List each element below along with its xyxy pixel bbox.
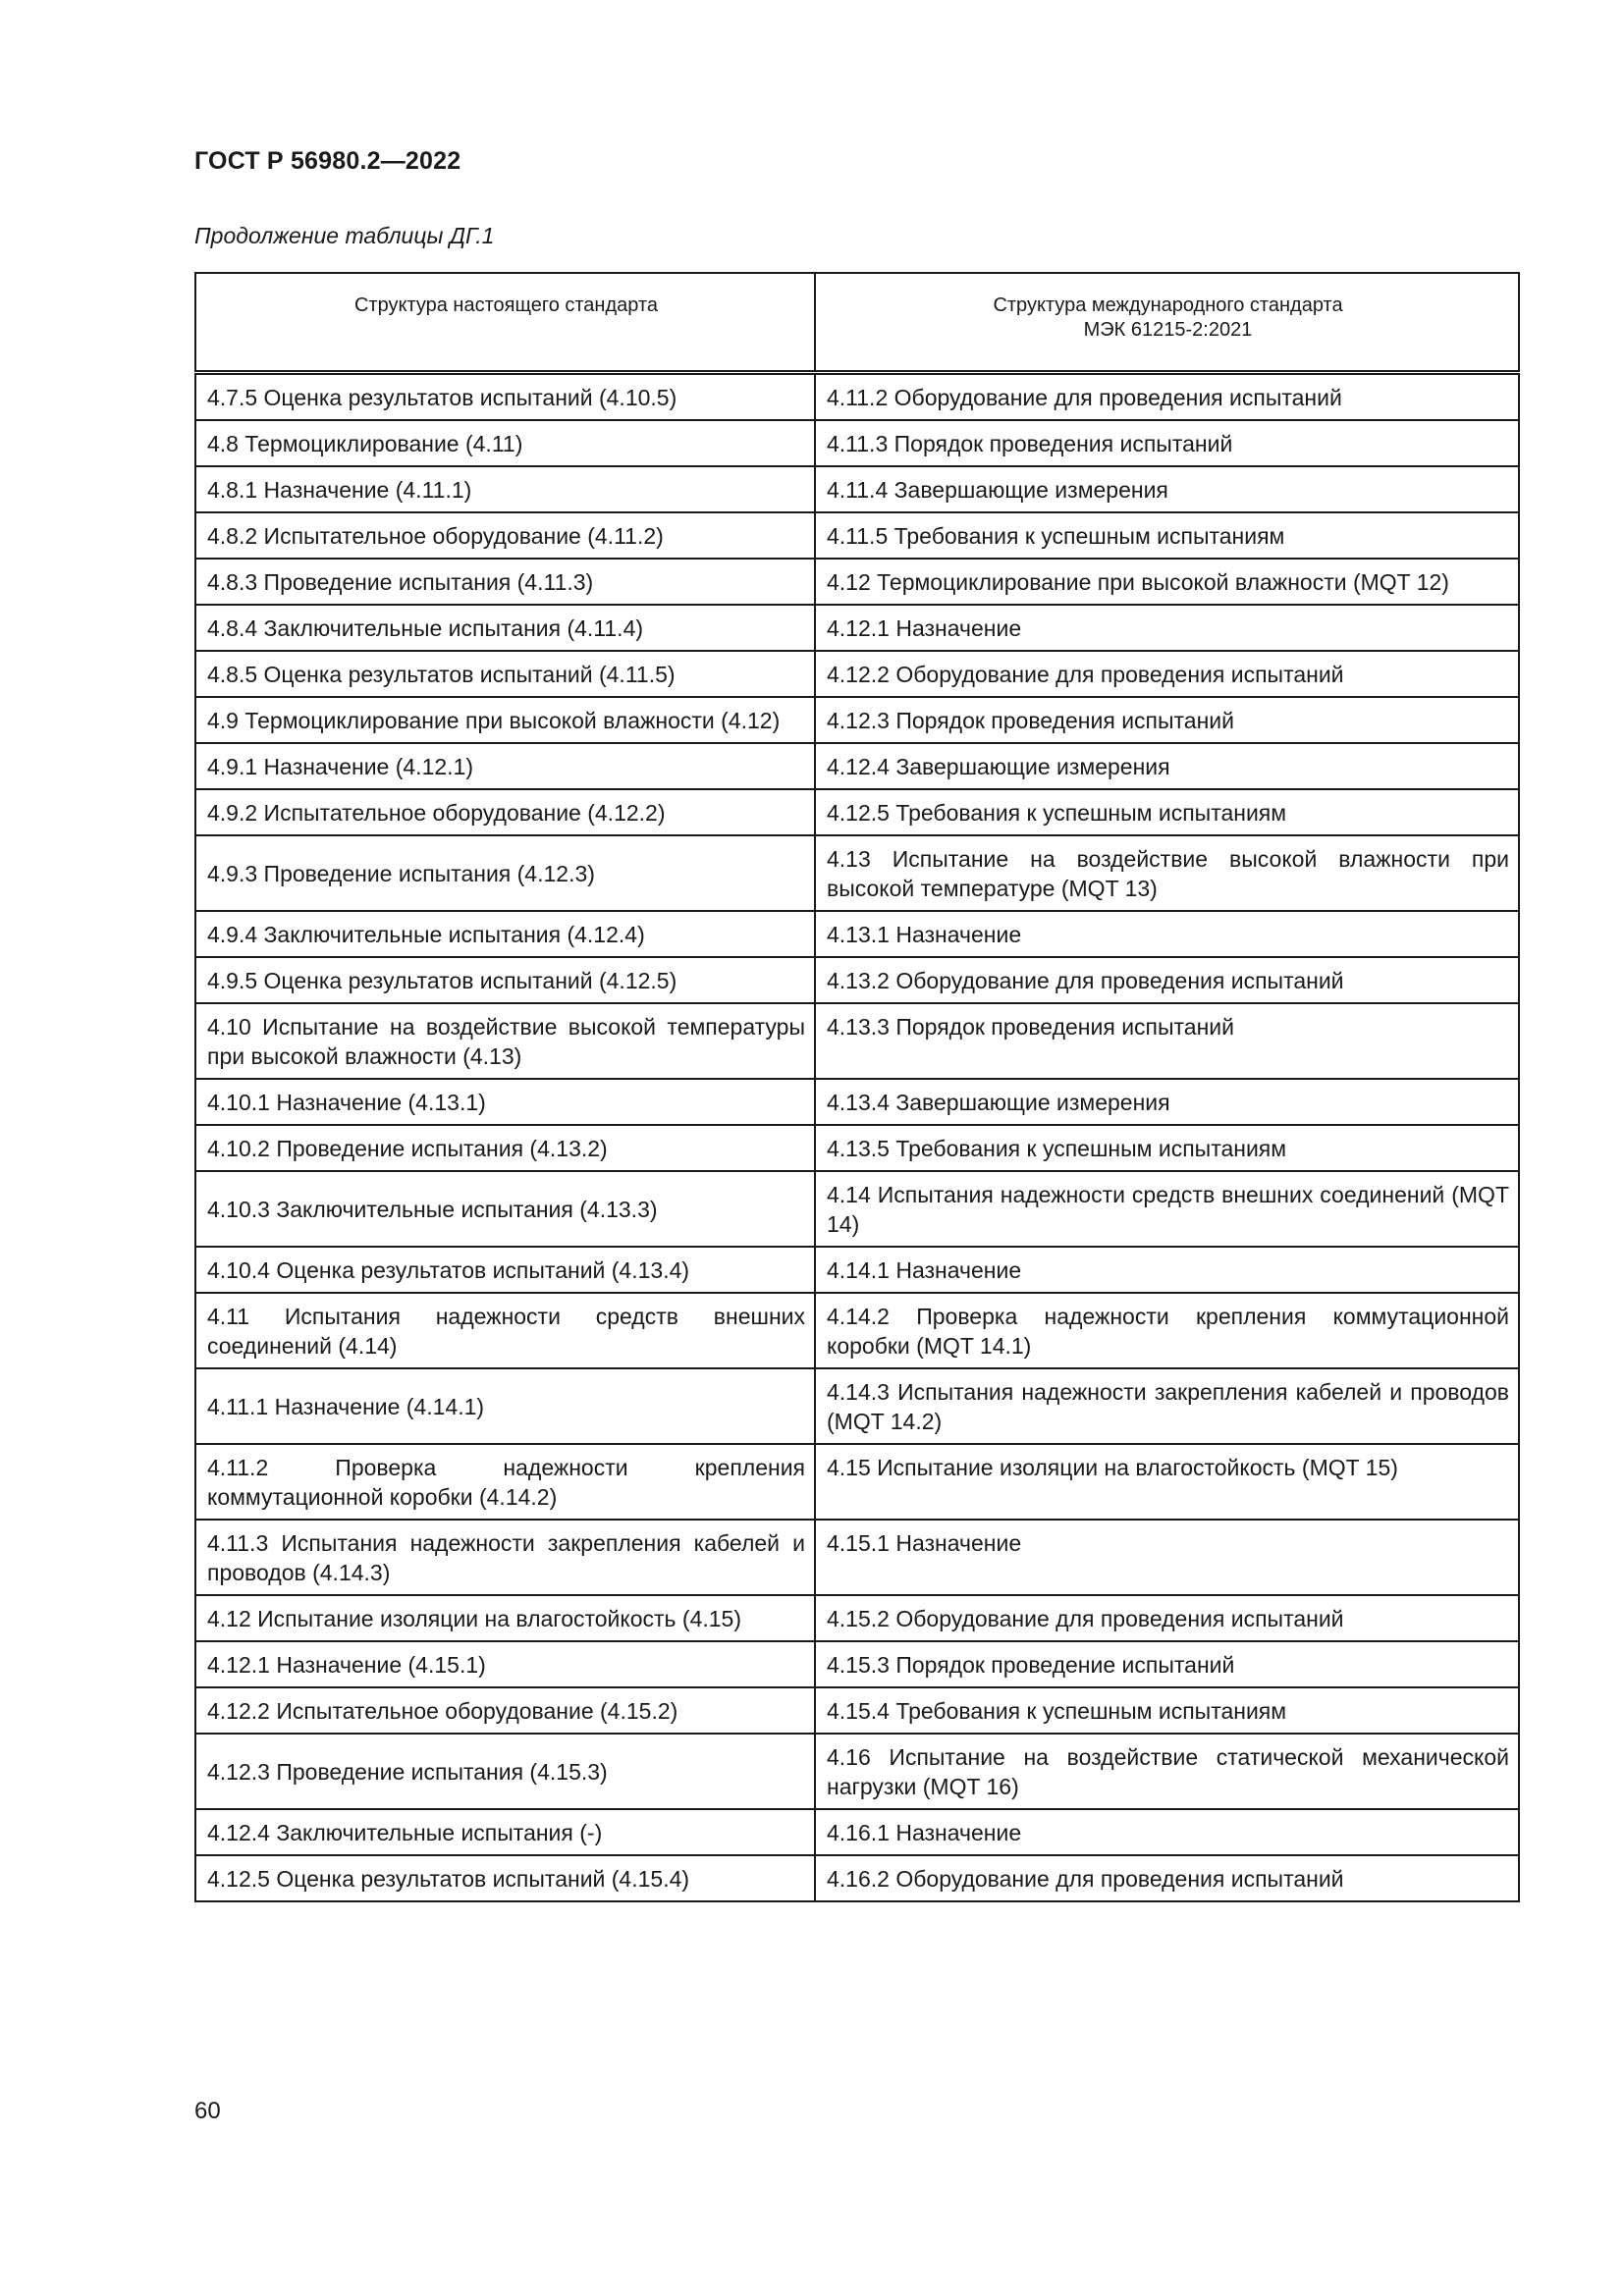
correspondence-table xyxy=(194,272,1520,1902)
international-standard-cell: 4.12.2 Оборудование для проведения испытаний xyxy=(815,651,1519,697)
table-row xyxy=(195,512,1519,559)
current-standard-cell: 4.10.3 Заключительные испытания (4.13.3) xyxy=(195,1171,815,1247)
table-row xyxy=(195,559,1519,605)
table-row xyxy=(195,605,1519,651)
table-row xyxy=(195,911,1519,957)
international-standard-cell: 4.14.2 Проверка надежности крепления коммутационной коробки (MQT 14.1) xyxy=(815,1293,1519,1368)
table-row xyxy=(195,1520,1519,1595)
current-standard-cell: 4.8.4 Заключительные испытания (4.11.4) xyxy=(195,605,815,651)
table-row xyxy=(195,1247,1519,1293)
column-header-line: Структура международного стандарта xyxy=(993,294,1343,316)
table-row xyxy=(195,1444,1519,1520)
column-header-international-standard xyxy=(815,273,1519,373)
current-standard-cell: 4.9 Термоциклирование при высокой влажности (4.12) xyxy=(195,697,815,743)
current-standard-cell: 4.11.2 Проверка надежности крепления коммутационной коробки (4.14.2) xyxy=(195,1444,815,1520)
table-row xyxy=(195,420,1519,466)
table-row xyxy=(195,1687,1519,1734)
international-standard-cell: 4.11.5 Требования к успешным испытаниям xyxy=(815,512,1519,559)
current-standard-cell: 4.11.1 Назначение (4.14.1) xyxy=(195,1368,815,1444)
table-row xyxy=(195,789,1519,835)
current-standard-cell: 4.8.2 Испытательное оборудование (4.11.2) xyxy=(195,512,815,559)
international-standard-cell: 4.14 Испытания надежности средств внешних соединений (MQT 14) xyxy=(815,1171,1519,1247)
international-standard-cell: 4.13.3 Порядок проведения испытаний xyxy=(815,1003,1519,1079)
international-standard-cell: 4.13.1 Назначение xyxy=(815,911,1519,957)
current-standard-cell: 4.9.2 Испытательное оборудование (4.12.2) xyxy=(195,789,815,835)
international-standard-cell: 4.11.3 Порядок проведения испытаний xyxy=(815,420,1519,466)
current-standard-cell: 4.10.2 Проведение испытания (4.13.2) xyxy=(195,1125,815,1171)
international-standard-cell: 4.11.2 Оборудование для проведения испытаний xyxy=(815,373,1519,421)
table-row xyxy=(195,1368,1519,1444)
current-standard-cell: 4.10.1 Назначение (4.13.1) xyxy=(195,1079,815,1125)
current-standard-cell: 4.9.1 Назначение (4.12.1) xyxy=(195,743,815,789)
table-row xyxy=(195,743,1519,789)
international-standard-cell: 4.15.1 Назначение xyxy=(815,1520,1519,1595)
current-standard-cell: 4.8.3 Проведение испытания (4.11.3) xyxy=(195,559,815,605)
international-standard-cell: 4.14.3 Испытания надежности закрепления кабелей и проводов (MQT 14.2) xyxy=(815,1368,1519,1444)
current-standard-cell: 4.8.5 Оценка результатов испытаний (4.11.5) xyxy=(195,651,815,697)
current-standard-cell: 4.12.3 Проведение испытания (4.15.3) xyxy=(195,1734,815,1809)
table-row xyxy=(195,1809,1519,1855)
column-header-line: МЭК 61215-2:2021 xyxy=(1083,319,1253,341)
international-standard-cell: 4.16.1 Назначение xyxy=(815,1809,1519,1855)
table-row xyxy=(195,835,1519,911)
international-standard-cell: 4.11.4 Завершающие измерения xyxy=(815,466,1519,512)
table-row xyxy=(195,466,1519,512)
international-standard-cell: 4.16 Испытание на воздействие статической механической нагрузки (MQT 16) xyxy=(815,1734,1519,1809)
page-number: 60 xyxy=(194,2098,221,2124)
table-row xyxy=(195,697,1519,743)
table-row xyxy=(195,1855,1519,1901)
international-standard-cell: 4.15 Испытание изоляции на влагостойкость (MQT 15) xyxy=(815,1444,1519,1520)
international-standard-cell: 4.13.2 Оборудование для проведения испытаний xyxy=(815,957,1519,1003)
current-standard-cell: 4.9.4 Заключительные испытания (4.12.4) xyxy=(195,911,815,957)
table-caption: Продолжение таблицы ДГ.1 xyxy=(194,223,495,248)
current-standard-cell: 4.8.1 Назначение (4.11.1) xyxy=(195,466,815,512)
table-row xyxy=(195,1734,1519,1809)
current-standard-cell: 4.10.4 Оценка результатов испытаний (4.13.4) xyxy=(195,1247,815,1293)
table-row xyxy=(195,651,1519,697)
current-standard-cell: 4.11.3 Испытания надежности закрепления кабелей и проводов (4.14.3) xyxy=(195,1520,815,1595)
table-row xyxy=(195,957,1519,1003)
table-row xyxy=(195,1003,1519,1079)
table-row xyxy=(195,1641,1519,1687)
current-standard-cell: 4.7.5 Оценка результатов испытаний (4.10.5) xyxy=(195,373,815,421)
international-standard-cell: 4.12.5 Требования к успешным испытаниям xyxy=(815,789,1519,835)
current-standard-cell: 4.9.3 Проведение испытания (4.12.3) xyxy=(195,835,815,911)
table-header-row xyxy=(195,273,1519,373)
current-standard-cell: 4.10 Испытание на воздействие высокой температуры при высокой влажности (4.13) xyxy=(195,1003,815,1079)
document-code: ГОСТ Р 56980.2—2022 xyxy=(194,147,461,175)
international-standard-cell: 4.12 Термоциклирование при высокой влажности (MQT 12) xyxy=(815,559,1519,605)
current-standard-cell: 4.12 Испытание изоляции на влагостойкость (4.15) xyxy=(195,1595,815,1641)
international-standard-cell: 4.14.1 Назначение xyxy=(815,1247,1519,1293)
table-row xyxy=(195,1595,1519,1641)
table-row xyxy=(195,1293,1519,1368)
current-standard-cell: 4.12.4 Заключительные испытания (-) xyxy=(195,1809,815,1855)
international-standard-cell: 4.15.4 Требования к успешным испытаниям xyxy=(815,1687,1519,1734)
current-standard-cell: 4.8 Термоциклирование (4.11) xyxy=(195,420,815,466)
current-standard-cell: 4.9.5 Оценка результатов испытаний (4.12.5) xyxy=(195,957,815,1003)
international-standard-cell: 4.12.1 Назначение xyxy=(815,605,1519,651)
table-row xyxy=(195,1125,1519,1171)
international-standard-cell: 4.15.3 Порядок проведение испытаний xyxy=(815,1641,1519,1687)
table-row xyxy=(195,373,1519,421)
international-standard-cell: 4.13.4 Завершающие измерения xyxy=(815,1079,1519,1125)
current-standard-cell: 4.11 Испытания надежности средств внешних соединений (4.14) xyxy=(195,1293,815,1368)
current-standard-cell: 4.12.1 Назначение (4.15.1) xyxy=(195,1641,815,1687)
column-header-current-standard: Структура настоящего стандарта xyxy=(195,273,815,373)
international-standard-cell: 4.13 Испытание на воздействие высокой влажности при высокой температуре (MQT 13) xyxy=(815,835,1519,911)
current-standard-cell: 4.12.5 Оценка результатов испытаний (4.15.4) xyxy=(195,1855,815,1901)
table-row xyxy=(195,1171,1519,1247)
current-standard-cell: 4.12.2 Испытательное оборудование (4.15.2) xyxy=(195,1687,815,1734)
international-standard-cell: 4.16.2 Оборудование для проведения испытаний xyxy=(815,1855,1519,1901)
international-standard-cell: 4.12.4 Завершающие измерения xyxy=(815,743,1519,789)
international-standard-cell: 4.12.3 Порядок проведения испытаний xyxy=(815,697,1519,743)
table-row xyxy=(195,1079,1519,1125)
international-standard-cell: 4.13.5 Требования к успешным испытаниям xyxy=(815,1125,1519,1171)
international-standard-cell: 4.15.2 Оборудование для проведения испытаний xyxy=(815,1595,1519,1641)
